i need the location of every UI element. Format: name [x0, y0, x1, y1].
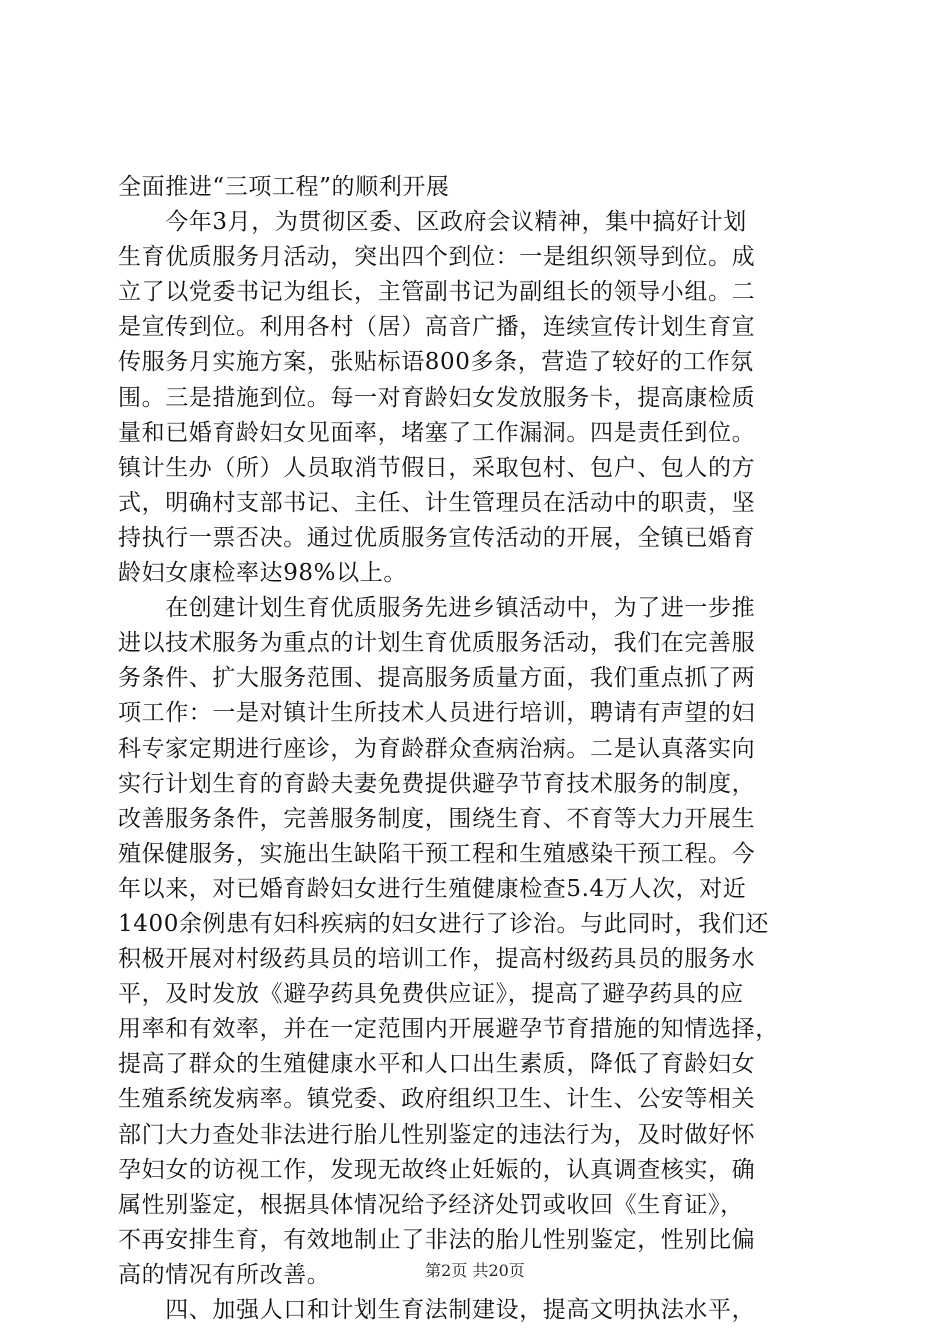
text-line: 项工作：一是对镇计生所技术人员进行培训，聘请有声望的妇 — [118, 700, 756, 727]
text-line: 1400余例患有妇科疾病的妇女进行了诊治。与此同时，我们还 — [118, 910, 769, 937]
text-line: 持执行一票否决。通过优质服务宣传活动的开展，全镇已婚育 — [118, 524, 756, 551]
text-line: 提高了群众的生殖健康水平和人口出生素质，降低了育龄妇女 — [118, 1051, 756, 1078]
text-line: 平，及时发放《避孕药具免费供应证》，提高了避孕药具的应 — [118, 981, 744, 1008]
text-line: 不再安排生育，有效地制止了非法的胎儿性别鉴定，性别比偏 — [118, 1226, 756, 1253]
page-number-footer: 第2页 共20页 — [425, 1261, 525, 1280]
text-line: 科专家定期进行座诊，为育龄群众查病治病。二是认真落实向 — [118, 735, 756, 762]
text-line: 属性别鉴定，根据具体情况给予经济处罚或收回《生育证》， — [118, 1191, 744, 1218]
text-line: 式，明确村支部书记、主任、计生管理员在活动中的职责，坚 — [118, 489, 756, 516]
text-line: 四、加强人口和计划生育法制建设，提高文明执法水平， — [118, 1297, 756, 1323]
text-line: 积极开展对村级药具员的培训工作，提高村级药具员的服务水 — [118, 946, 756, 973]
text-line: 生殖系统发病率。镇党委、政府组织卫生、计生、公安等相关 — [118, 1086, 756, 1113]
text-line: 今年3月，为贯彻区委、区政府会议精神，集中搞好计划 — [118, 209, 747, 236]
text-line: 进以技术服务为重点的计划生育优质服务活动，我们在完善服 — [118, 630, 756, 657]
text-line: 围。三是措施到位。每一对育龄妇女发放服务卡，提高康检质 — [118, 384, 756, 411]
text-line: 部门大力查处非法进行胎儿性别鉴定的违法行为，及时做好怀 — [118, 1121, 756, 1148]
text-line: 务条件、扩大服务范围、提高服务质量方面，我们重点抓了两 — [118, 665, 756, 692]
text-line: 孕妇女的访视工作，发现无故终止妊娠的，认真调查核实，确 — [118, 1156, 756, 1183]
text-line: 用率和有效率，并在一定范围内开展避孕节育措施的知情选择， — [118, 1016, 779, 1043]
text-line: 殖保健服务，实施出生缺陷干预工程和生殖感染干预工程。今 — [118, 840, 756, 867]
text-line: 在创建计划生育优质服务先进乡镇活动中，为了进一步推 — [118, 595, 756, 622]
text-line: 立了以党委书记为组长，主管副书记为副组长的领导小组。二 — [118, 279, 756, 306]
document-body — [118, 170, 848, 1328]
text-line: 高的情况有所改善。 — [118, 1261, 331, 1288]
text-line: 是宣传到位。利用各村（居）高音广播，连续宣传计划生育宣 — [118, 314, 756, 341]
text-line: 镇计生办（所）人员取消节假日，采取包村、包户、包人的方 — [118, 454, 756, 481]
text-line: 实行计划生育的育龄夫妻免费提供避孕节育技术服务的制度， — [118, 770, 756, 797]
text-line: 年以来，对已婚育龄妇女进行生殖健康检查5.4万人次，对近 — [118, 875, 747, 902]
text-line: 传服务月实施方案，张贴标语800多条，营造了较好的工作氛 — [118, 349, 754, 376]
text-line: 龄妇女康检率达98%以上。 — [118, 560, 407, 587]
text-line: 量和已婚育龄妇女见面率，堵塞了工作漏洞。四是责任到位。 — [118, 419, 756, 446]
text-line: 生育优质服务月活动，突出四个到位：一是组织领导到位。成 — [118, 244, 756, 271]
text-line: 改善服务条件，完善服务制度，围绕生育、不育等大力开展生 — [118, 805, 756, 832]
text-line: 全面推进“三项工程”的顺利开展 — [118, 174, 450, 200]
